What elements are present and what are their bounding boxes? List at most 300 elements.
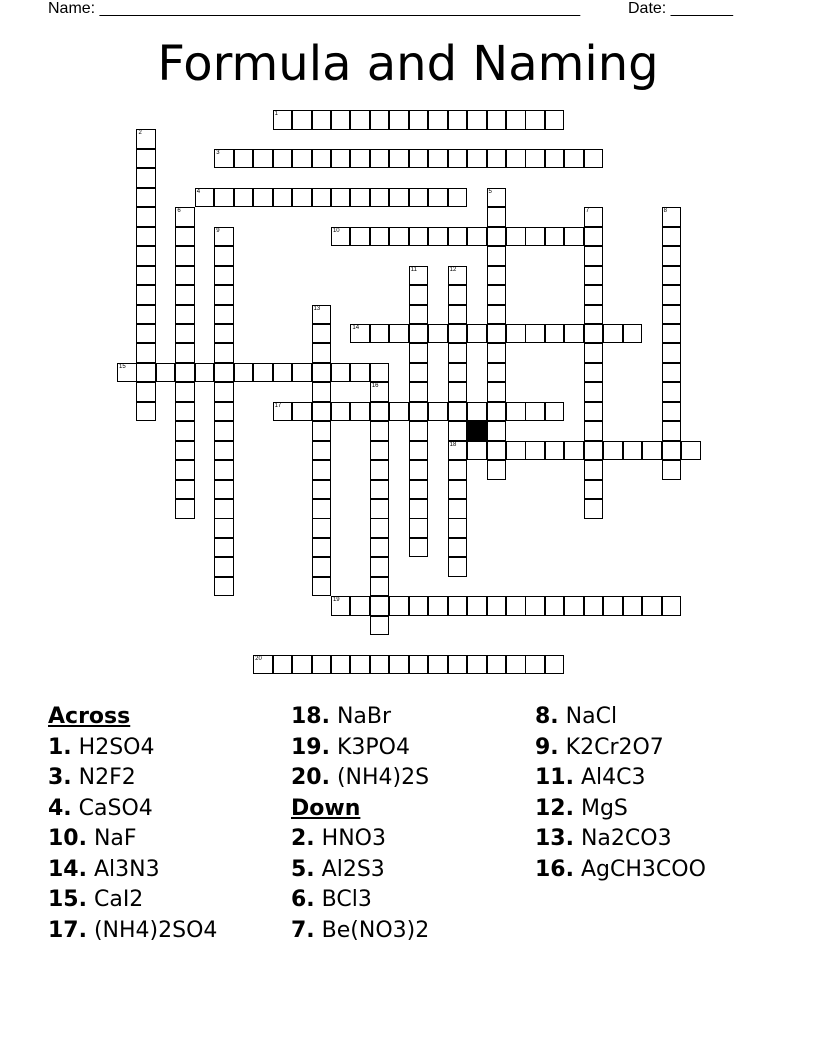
grid-cell[interactable]	[409, 518, 429, 538]
grid-cell[interactable]	[331, 149, 351, 169]
grid-cell[interactable]	[409, 227, 429, 247]
grid-cell[interactable]	[467, 149, 487, 169]
grid-cell[interactable]	[175, 266, 195, 286]
grid-cell[interactable]	[214, 480, 234, 500]
grid-cell[interactable]	[545, 110, 565, 130]
grid-cell[interactable]	[428, 596, 448, 616]
grid-cell[interactable]	[312, 343, 332, 363]
grid-cell[interactable]	[370, 616, 390, 636]
grid-cell[interactable]	[662, 285, 682, 305]
grid-cell[interactable]	[175, 207, 195, 227]
grid-cell[interactable]	[487, 266, 507, 286]
grid-cell[interactable]	[525, 110, 545, 130]
grid-cell[interactable]	[487, 305, 507, 325]
grid-cell[interactable]	[175, 480, 195, 500]
grid-cell[interactable]	[409, 110, 429, 130]
grid-cell[interactable]	[370, 655, 390, 675]
grid-cell[interactable]	[448, 499, 468, 519]
grid-cell[interactable]	[214, 149, 234, 169]
grid-cell[interactable]	[350, 596, 370, 616]
grid-cell[interactable]	[584, 266, 604, 286]
grid-cell[interactable]	[448, 324, 468, 344]
grid-cell[interactable]	[448, 285, 468, 305]
grid-cell[interactable]	[584, 363, 604, 383]
grid-cell[interactable]	[487, 441, 507, 461]
grid-cell[interactable]	[370, 460, 390, 480]
grid-cell[interactable]	[136, 207, 156, 227]
grid-cell[interactable]	[506, 227, 526, 247]
grid-cell[interactable]	[370, 577, 390, 597]
grid-cell[interactable]	[564, 149, 584, 169]
grid-cell[interactable]	[409, 149, 429, 169]
grid-cell[interactable]	[136, 266, 156, 286]
grid-cell[interactable]	[487, 460, 507, 480]
grid-cell[interactable]	[175, 343, 195, 363]
grid-cell[interactable]	[136, 149, 156, 169]
grid-cell[interactable]	[584, 343, 604, 363]
grid-cell[interactable]	[448, 343, 468, 363]
grid-cell[interactable]	[389, 655, 409, 675]
grid-cell[interactable]	[506, 149, 526, 169]
grid-cell[interactable]	[448, 538, 468, 558]
grid-cell[interactable]	[662, 227, 682, 247]
grid-cell[interactable]	[662, 596, 682, 616]
grid-cell[interactable]	[448, 266, 468, 286]
grid-cell[interactable]	[525, 149, 545, 169]
grid-cell[interactable]	[584, 402, 604, 422]
grid-cell[interactable]	[370, 421, 390, 441]
grid-cell[interactable]	[350, 655, 370, 675]
grid-cell[interactable]	[331, 363, 351, 383]
grid-cell[interactable]	[409, 266, 429, 286]
grid-cell[interactable]	[448, 110, 468, 130]
grid-cell[interactable]	[389, 596, 409, 616]
grid-cell[interactable]	[175, 402, 195, 422]
grid-cell[interactable]	[370, 149, 390, 169]
grid-cell[interactable]	[448, 460, 468, 480]
grid-cell[interactable]	[214, 421, 234, 441]
grid-cell[interactable]	[175, 441, 195, 461]
grid-cell[interactable]	[584, 382, 604, 402]
grid-cell[interactable]	[603, 441, 623, 461]
grid-cell[interactable]	[214, 363, 234, 383]
grid-cell[interactable]	[467, 596, 487, 616]
clue-num: 15.	[48, 887, 87, 912]
grid-cell[interactable]	[312, 460, 332, 480]
grid-cell[interactable]	[234, 149, 254, 169]
grid-cell[interactable]	[409, 305, 429, 325]
grid-cell[interactable]	[506, 655, 526, 675]
grid-cell[interactable]	[175, 363, 195, 383]
grid-cell[interactable]	[623, 596, 643, 616]
grid-cell[interactable]	[312, 402, 332, 422]
grid-cell[interactable]	[662, 343, 682, 363]
grid-cell[interactable]	[214, 460, 234, 480]
grid-cell[interactable]	[487, 382, 507, 402]
grid-cell[interactable]	[370, 538, 390, 558]
grid-cell[interactable]	[487, 227, 507, 247]
grid-cell[interactable]	[584, 285, 604, 305]
grid-cell[interactable]	[662, 324, 682, 344]
grid-cell[interactable]	[214, 324, 234, 344]
grid-cell[interactable]	[584, 499, 604, 519]
grid-cell[interactable]	[584, 246, 604, 266]
grid-cell[interactable]	[409, 460, 429, 480]
grid-cell[interactable]	[487, 324, 507, 344]
grid-cell[interactable]	[136, 402, 156, 422]
grid-cell[interactable]	[214, 538, 234, 558]
grid-cell[interactable]	[136, 227, 156, 247]
grid-cell[interactable]	[428, 188, 448, 208]
grid-cell[interactable]	[409, 421, 429, 441]
grid-cell[interactable]	[564, 324, 584, 344]
grid-cell[interactable]	[350, 402, 370, 422]
grid-cell[interactable]	[273, 402, 293, 422]
grid-cell[interactable]	[564, 227, 584, 247]
grid-cell[interactable]	[370, 363, 390, 383]
grid-cell[interactable]	[584, 305, 604, 325]
grid-cell[interactable]	[389, 110, 409, 130]
grid-cell[interactable]	[584, 207, 604, 227]
grid-cell[interactable]	[662, 441, 682, 461]
grid-cell[interactable]	[175, 324, 195, 344]
grid-cell[interactable]	[584, 324, 604, 344]
grid-cell[interactable]	[253, 188, 273, 208]
grid-cell[interactable]	[467, 441, 487, 461]
grid-cell[interactable]	[214, 518, 234, 538]
grid-cell[interactable]	[312, 324, 332, 344]
grid-cell[interactable]	[545, 655, 565, 675]
grid-cell[interactable]	[214, 402, 234, 422]
grid-cell[interactable]	[370, 480, 390, 500]
grid-cell[interactable]	[428, 324, 448, 344]
grid-cell[interactable]	[545, 596, 565, 616]
grid-cell[interactable]	[156, 363, 176, 383]
grid-cell[interactable]	[175, 499, 195, 519]
down-clue-9	[535, 733, 706, 764]
grid-cell[interactable]	[331, 402, 351, 422]
grid-cell[interactable]	[564, 596, 584, 616]
grid-cell[interactable]	[564, 441, 584, 461]
grid-cell[interactable]	[487, 402, 507, 422]
grid-cell[interactable]	[467, 402, 487, 422]
grid-cell[interactable]	[312, 499, 332, 519]
grid-cell[interactable]	[409, 402, 429, 422]
date-field[interactable]: Date: _______	[628, 0, 733, 17]
grid-cell[interactable]	[312, 577, 332, 597]
grid-cell[interactable]	[545, 324, 565, 344]
grid-cell[interactable]	[312, 363, 332, 383]
grid-cell[interactable]	[603, 596, 623, 616]
grid-cell[interactable]	[409, 480, 429, 500]
grid-cell[interactable]	[448, 441, 468, 461]
grid-cell[interactable]	[467, 655, 487, 675]
grid-cell[interactable]	[623, 324, 643, 344]
grid-cell[interactable]	[642, 596, 662, 616]
grid-cell[interactable]	[662, 382, 682, 402]
grid-cell[interactable]	[136, 382, 156, 402]
grid-cell[interactable]	[292, 188, 312, 208]
grid-cell[interactable]	[331, 227, 351, 247]
grid-cell[interactable]	[409, 285, 429, 305]
grid-cell[interactable]	[409, 596, 429, 616]
grid-cell[interactable]	[584, 596, 604, 616]
grid-cell[interactable]	[487, 110, 507, 130]
grid-cell[interactable]	[409, 343, 429, 363]
grid-cell[interactable]	[370, 557, 390, 577]
grid-cell[interactable]	[195, 188, 215, 208]
grid-cell[interactable]	[389, 149, 409, 169]
grid-cell[interactable]	[448, 363, 468, 383]
grid-cell[interactable]	[584, 149, 604, 169]
grid-cell[interactable]	[448, 188, 468, 208]
grid-cell[interactable]	[584, 460, 604, 480]
grid-cell[interactable]	[487, 188, 507, 208]
grid-cell[interactable]	[292, 402, 312, 422]
grid-cell[interactable]	[506, 441, 526, 461]
name-field[interactable]: Name: ______________________________________________________	[48, 0, 581, 17]
grid-cell[interactable]	[331, 596, 351, 616]
grid-cell[interactable]	[525, 227, 545, 247]
grid-cell[interactable]	[234, 188, 254, 208]
grid-cell[interactable]	[312, 110, 332, 130]
grid-cell[interactable]	[312, 538, 332, 558]
grid-cell[interactable]	[175, 421, 195, 441]
grid-cell[interactable]	[487, 596, 507, 616]
grid-cell[interactable]	[350, 110, 370, 130]
grid-cell[interactable]	[234, 363, 254, 383]
grid-cell[interactable]	[409, 363, 429, 383]
grid-cell[interactable]	[409, 499, 429, 519]
grid-cell[interactable]	[506, 402, 526, 422]
grid-cell[interactable]	[370, 227, 390, 247]
grid-cell[interactable]	[273, 188, 293, 208]
grid-cell[interactable]	[448, 480, 468, 500]
grid-cell[interactable]	[331, 188, 351, 208]
grid-cell[interactable]	[312, 557, 332, 577]
grid-cell[interactable]	[253, 363, 273, 383]
grid-cell[interactable]	[662, 421, 682, 441]
grid-cell[interactable]	[214, 577, 234, 597]
grid-cell[interactable]	[370, 382, 390, 402]
grid-cell[interactable]	[370, 402, 390, 422]
grid-cell[interactable]	[331, 110, 351, 130]
grid-cell[interactable]	[312, 518, 332, 538]
grid-cell[interactable]	[136, 363, 156, 383]
grid-cell[interactable]	[370, 499, 390, 519]
grid-cell[interactable]	[214, 246, 234, 266]
grid-cell[interactable]	[662, 460, 682, 480]
grid-cell[interactable]	[292, 149, 312, 169]
grid-cell[interactable]	[370, 188, 390, 208]
grid-cell[interactable]	[214, 305, 234, 325]
grid-cell[interactable]	[136, 285, 156, 305]
grid-cell[interactable]	[681, 441, 701, 461]
grid-cell[interactable]	[350, 363, 370, 383]
grid-cell[interactable]	[584, 421, 604, 441]
grid-cell[interactable]	[662, 363, 682, 383]
grid-cell[interactable]	[214, 266, 234, 286]
grid-cell[interactable]	[448, 382, 468, 402]
grid-cell[interactable]	[136, 129, 156, 149]
grid-cell[interactable]	[584, 480, 604, 500]
grid-cell[interactable]	[603, 324, 623, 344]
grid-cell[interactable]	[312, 305, 332, 325]
grid-cell[interactable]	[136, 188, 156, 208]
grid-cell[interactable]	[389, 402, 409, 422]
grid-cell[interactable]	[662, 402, 682, 422]
grid-cell[interactable]	[331, 655, 351, 675]
grid-cell[interactable]	[545, 402, 565, 422]
grid-cell[interactable]	[292, 655, 312, 675]
grid-cell[interactable]	[175, 460, 195, 480]
grid-cell[interactable]	[370, 110, 390, 130]
grid-cell[interactable]	[214, 188, 234, 208]
grid-cell[interactable]	[428, 402, 448, 422]
grid-cell[interactable]	[506, 324, 526, 344]
clue-number: 19	[332, 597, 340, 604]
grid-cell[interactable]	[175, 285, 195, 305]
grid-cell[interactable]	[525, 655, 545, 675]
grid-cell[interactable]	[312, 441, 332, 461]
down-clue-6	[291, 885, 429, 916]
grid-cell[interactable]	[487, 363, 507, 383]
grid-cell[interactable]	[350, 188, 370, 208]
grid-cell[interactable]	[467, 227, 487, 247]
grid-cell[interactable]	[273, 655, 293, 675]
grid-cell[interactable]	[525, 324, 545, 344]
clue-number: 15	[119, 363, 126, 370]
grid-cell[interactable]	[409, 382, 429, 402]
grid-cell[interactable]	[195, 363, 215, 383]
grid-cell[interactable]	[448, 557, 468, 577]
grid-cell[interactable]	[448, 402, 468, 422]
clue-number: 11	[410, 266, 417, 273]
grid-cell[interactable]	[389, 188, 409, 208]
grid-cell[interactable]	[136, 305, 156, 325]
grid-cell[interactable]	[312, 480, 332, 500]
grid-cell[interactable]	[545, 149, 565, 169]
grid-cell[interactable]	[448, 421, 468, 441]
grid-cell[interactable]	[487, 149, 507, 169]
grid-cell[interactable]	[662, 305, 682, 325]
grid-cell[interactable]	[448, 655, 468, 675]
grid-cell[interactable]	[545, 441, 565, 461]
grid-cell[interactable]	[467, 110, 487, 130]
grid-cell[interactable]	[136, 324, 156, 344]
grid-cell[interactable]	[448, 149, 468, 169]
grid-cell[interactable]	[214, 382, 234, 402]
grid-cell[interactable]	[214, 441, 234, 461]
grid-cell[interactable]	[370, 324, 390, 344]
grid-cell[interactable]	[409, 538, 429, 558]
grid-cell[interactable]	[273, 110, 293, 130]
clue-text: N2F2	[71, 765, 136, 790]
grid-cell[interactable]	[214, 557, 234, 577]
grid-cell[interactable]	[214, 499, 234, 519]
grid-cell[interactable]	[487, 207, 507, 227]
grid-cell[interactable]	[312, 188, 332, 208]
grid-cell[interactable]	[448, 518, 468, 538]
grid-cell[interactable]	[175, 246, 195, 266]
grid-cell[interactable]	[409, 441, 429, 461]
grid-cell[interactable]	[214, 227, 234, 247]
grid-cell[interactable]	[175, 227, 195, 247]
grid-cell[interactable]	[448, 596, 468, 616]
grid-cell[interactable]	[273, 363, 293, 383]
grid-cell[interactable]	[467, 324, 487, 344]
grid-cell[interactable]	[545, 227, 565, 247]
grid-cell[interactable]	[487, 421, 507, 441]
grid-cell[interactable]	[487, 655, 507, 675]
grid-cell[interactable]	[662, 266, 682, 286]
grid-cell[interactable]	[136, 168, 156, 188]
grid-cell[interactable]	[487, 343, 507, 363]
grid-cell[interactable]	[350, 324, 370, 344]
grid-cell[interactable]	[175, 382, 195, 402]
grid-cell[interactable]	[525, 596, 545, 616]
grid-cell[interactable]	[525, 402, 545, 422]
grid-cell[interactable]	[428, 149, 448, 169]
grid-cell[interactable]	[409, 188, 429, 208]
grid-cell[interactable]	[370, 596, 390, 616]
clue-number: 8	[663, 208, 667, 215]
grid-cell[interactable]	[136, 343, 156, 363]
grid-cell[interactable]	[370, 441, 390, 461]
grid-cell[interactable]	[312, 149, 332, 169]
grid-cell[interactable]	[428, 227, 448, 247]
grid-cell[interactable]	[175, 305, 195, 325]
clues-column-1	[48, 702, 217, 946]
grid-cell[interactable]	[389, 227, 409, 247]
grid-cell[interactable]	[584, 227, 604, 247]
grid-cell[interactable]	[623, 441, 643, 461]
grid-cell[interactable]	[584, 441, 604, 461]
grid-cell[interactable]	[525, 441, 545, 461]
grid-cell[interactable]	[389, 324, 409, 344]
clue-number: 7	[585, 208, 590, 215]
grid-cell[interactable]	[350, 227, 370, 247]
grid-cell[interactable]	[312, 421, 332, 441]
grid-cell[interactable]	[448, 305, 468, 325]
grid-cell[interactable]	[214, 285, 234, 305]
grid-cell[interactable]	[312, 655, 332, 675]
grid-cell[interactable]	[253, 149, 273, 169]
grid-cell[interactable]	[214, 343, 234, 363]
grid-cell[interactable]	[409, 324, 429, 344]
grid-cell[interactable]	[136, 246, 156, 266]
grid-cell[interactable]	[428, 110, 448, 130]
grid-cell[interactable]	[292, 110, 312, 130]
grid-cell[interactable]	[409, 655, 429, 675]
grid-cell[interactable]	[487, 246, 507, 266]
grid-cell[interactable]	[428, 655, 448, 675]
grid-cell[interactable]	[662, 246, 682, 266]
grid-cell[interactable]	[370, 518, 390, 538]
grid-cell[interactable]	[253, 655, 273, 675]
grid-cell[interactable]	[292, 363, 312, 383]
grid-cell[interactable]	[642, 441, 662, 461]
grid-cell[interactable]	[273, 149, 293, 169]
grid-cell[interactable]	[448, 227, 468, 247]
grid-cell[interactable]	[506, 596, 526, 616]
grid-cell[interactable]	[312, 382, 332, 402]
grid-cell[interactable]	[506, 110, 526, 130]
grid-cell[interactable]	[117, 363, 137, 383]
grid-cell[interactable]	[662, 207, 682, 227]
grid-cell[interactable]	[487, 285, 507, 305]
grid-cell[interactable]	[350, 149, 370, 169]
